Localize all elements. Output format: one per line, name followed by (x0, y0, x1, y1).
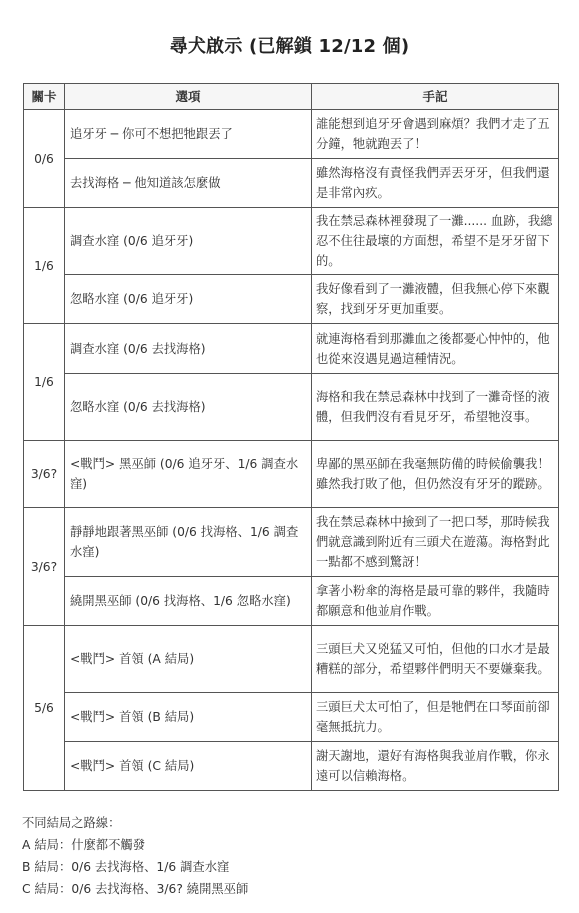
ending-route: C 結局：0/6 去找海格、3/6? 繞開黑巫師 (22, 882, 249, 896)
option-cell: <戰鬥> 首領 (A 結局) (65, 626, 312, 693)
level-cell: 5/6 (24, 626, 65, 791)
level-cell: 0/6 (24, 110, 65, 208)
note-cell: 三頭巨犬又兇猛又可怕，但他的口水才是最糟糕的部分，希望夥伴們明天不要嫌棄我。 (312, 626, 559, 693)
level-cell: 1/6 (24, 324, 65, 441)
option-cell: 追牙牙 ─ 你可不想把牠跟丟了 (65, 110, 312, 159)
note-cell: 我在禁忌森林中撿到了一把口琴，那時候我們就意識到附近有三頭犬在遊蕩。海格對此一點都不感到驚訝！ (312, 508, 559, 577)
note-cell: 就連海格看到那灘血之後都憂心忡忡的，他也從來沒遇見過這種情況。 (312, 324, 559, 374)
option-cell: 忽略水窪 (0/6 去找海格) (65, 374, 312, 441)
table-row (24, 324, 559, 374)
table-row (24, 159, 559, 208)
column-header-option: 選項 (65, 84, 312, 110)
note-cell: 我好像看到了一灘液體，但我無心停下來觀察，找到牙牙更加重要。 (312, 275, 559, 324)
option-cell: <戰鬥> 首領 (B 結局) (65, 693, 312, 742)
table-row (24, 441, 559, 508)
column-header-note: 手記 (312, 84, 559, 110)
endings-section (22, 812, 248, 900)
ending-route: A 結局：什麼都不觸發 (22, 838, 145, 852)
table-row (24, 577, 559, 626)
option-cell: 繞開黑巫師 (0/6 找海格、1/6 忽略水窪) (65, 577, 312, 626)
option-cell: 去找海格 ─ 他知道該怎麼做 (65, 159, 312, 208)
note-cell: 我在禁忌森林裡發現了一灘...... 血跡，我總忍不住往最壞的方面想，希望不是牙牙留下的。 (312, 208, 559, 275)
note-cell: 三頭巨犬太可怕了，但是牠們在口琴面前卻毫無抵抗力。 (312, 693, 559, 742)
quest-table (23, 83, 559, 791)
note-cell: 海格和我在禁忌森林中找到了一灘奇怪的液體，但我們沒有看見牙牙，希望牠沒事。 (312, 374, 559, 441)
table-row (24, 626, 559, 693)
table-row (24, 374, 559, 441)
table-row (24, 275, 559, 324)
table-row (24, 742, 559, 791)
table-row (24, 508, 559, 577)
endings-heading: 不同結局之路線： (22, 816, 121, 830)
note-cell: 誰能想到追牙牙會遇到麻煩？我們才走了五分鐘，牠就跑丟了！ (312, 110, 559, 159)
page-title: 尋犬啟示 (已解鎖 12/12 個) (169, 36, 410, 57)
ending-route: B 結局：0/6 去找海格、1/6 調查水窪 (22, 860, 230, 874)
option-cell: 靜靜地跟著黑巫師 (0/6 找海格、1/6 調查水窪) (65, 508, 312, 577)
table-row (24, 110, 559, 159)
table-header-row (24, 84, 559, 110)
note-cell: 雖然海格沒有責怪我們弄丟牙牙，但我們還是非常內疚。 (312, 159, 559, 208)
option-cell: <戰鬥> 黑巫師 (0/6 追牙牙、1/6 調查水窪) (65, 441, 312, 508)
note-cell: 拿著小粉傘的海格是最可靠的夥伴，我隨時都願意和他並肩作戰。 (312, 577, 559, 626)
table-row (24, 208, 559, 275)
note-cell: 謝天謝地，還好有海格與我並肩作戰，你永遠可以信賴海格。 (312, 742, 559, 791)
table-row (24, 693, 559, 742)
note-cell: 卑鄙的黑巫師在我毫無防備的時候偷襲我！雖然我打敗了他，但仍然沒有牙牙的蹤跡。 (312, 441, 559, 508)
column-header-level: 關卡 (24, 84, 65, 110)
level-cell: 1/6 (24, 208, 65, 324)
option-cell: 調查水窪 (0/6 去找海格) (65, 324, 312, 374)
level-cell: 3/6? (24, 508, 65, 626)
level-cell: 3/6? (24, 441, 65, 508)
option-cell: 調查水窪 (0/6 追牙牙) (65, 208, 312, 275)
option-cell: <戰鬥> 首領 (C 結局) (65, 742, 312, 791)
option-cell: 忽略水窪 (0/6 追牙牙) (65, 275, 312, 324)
